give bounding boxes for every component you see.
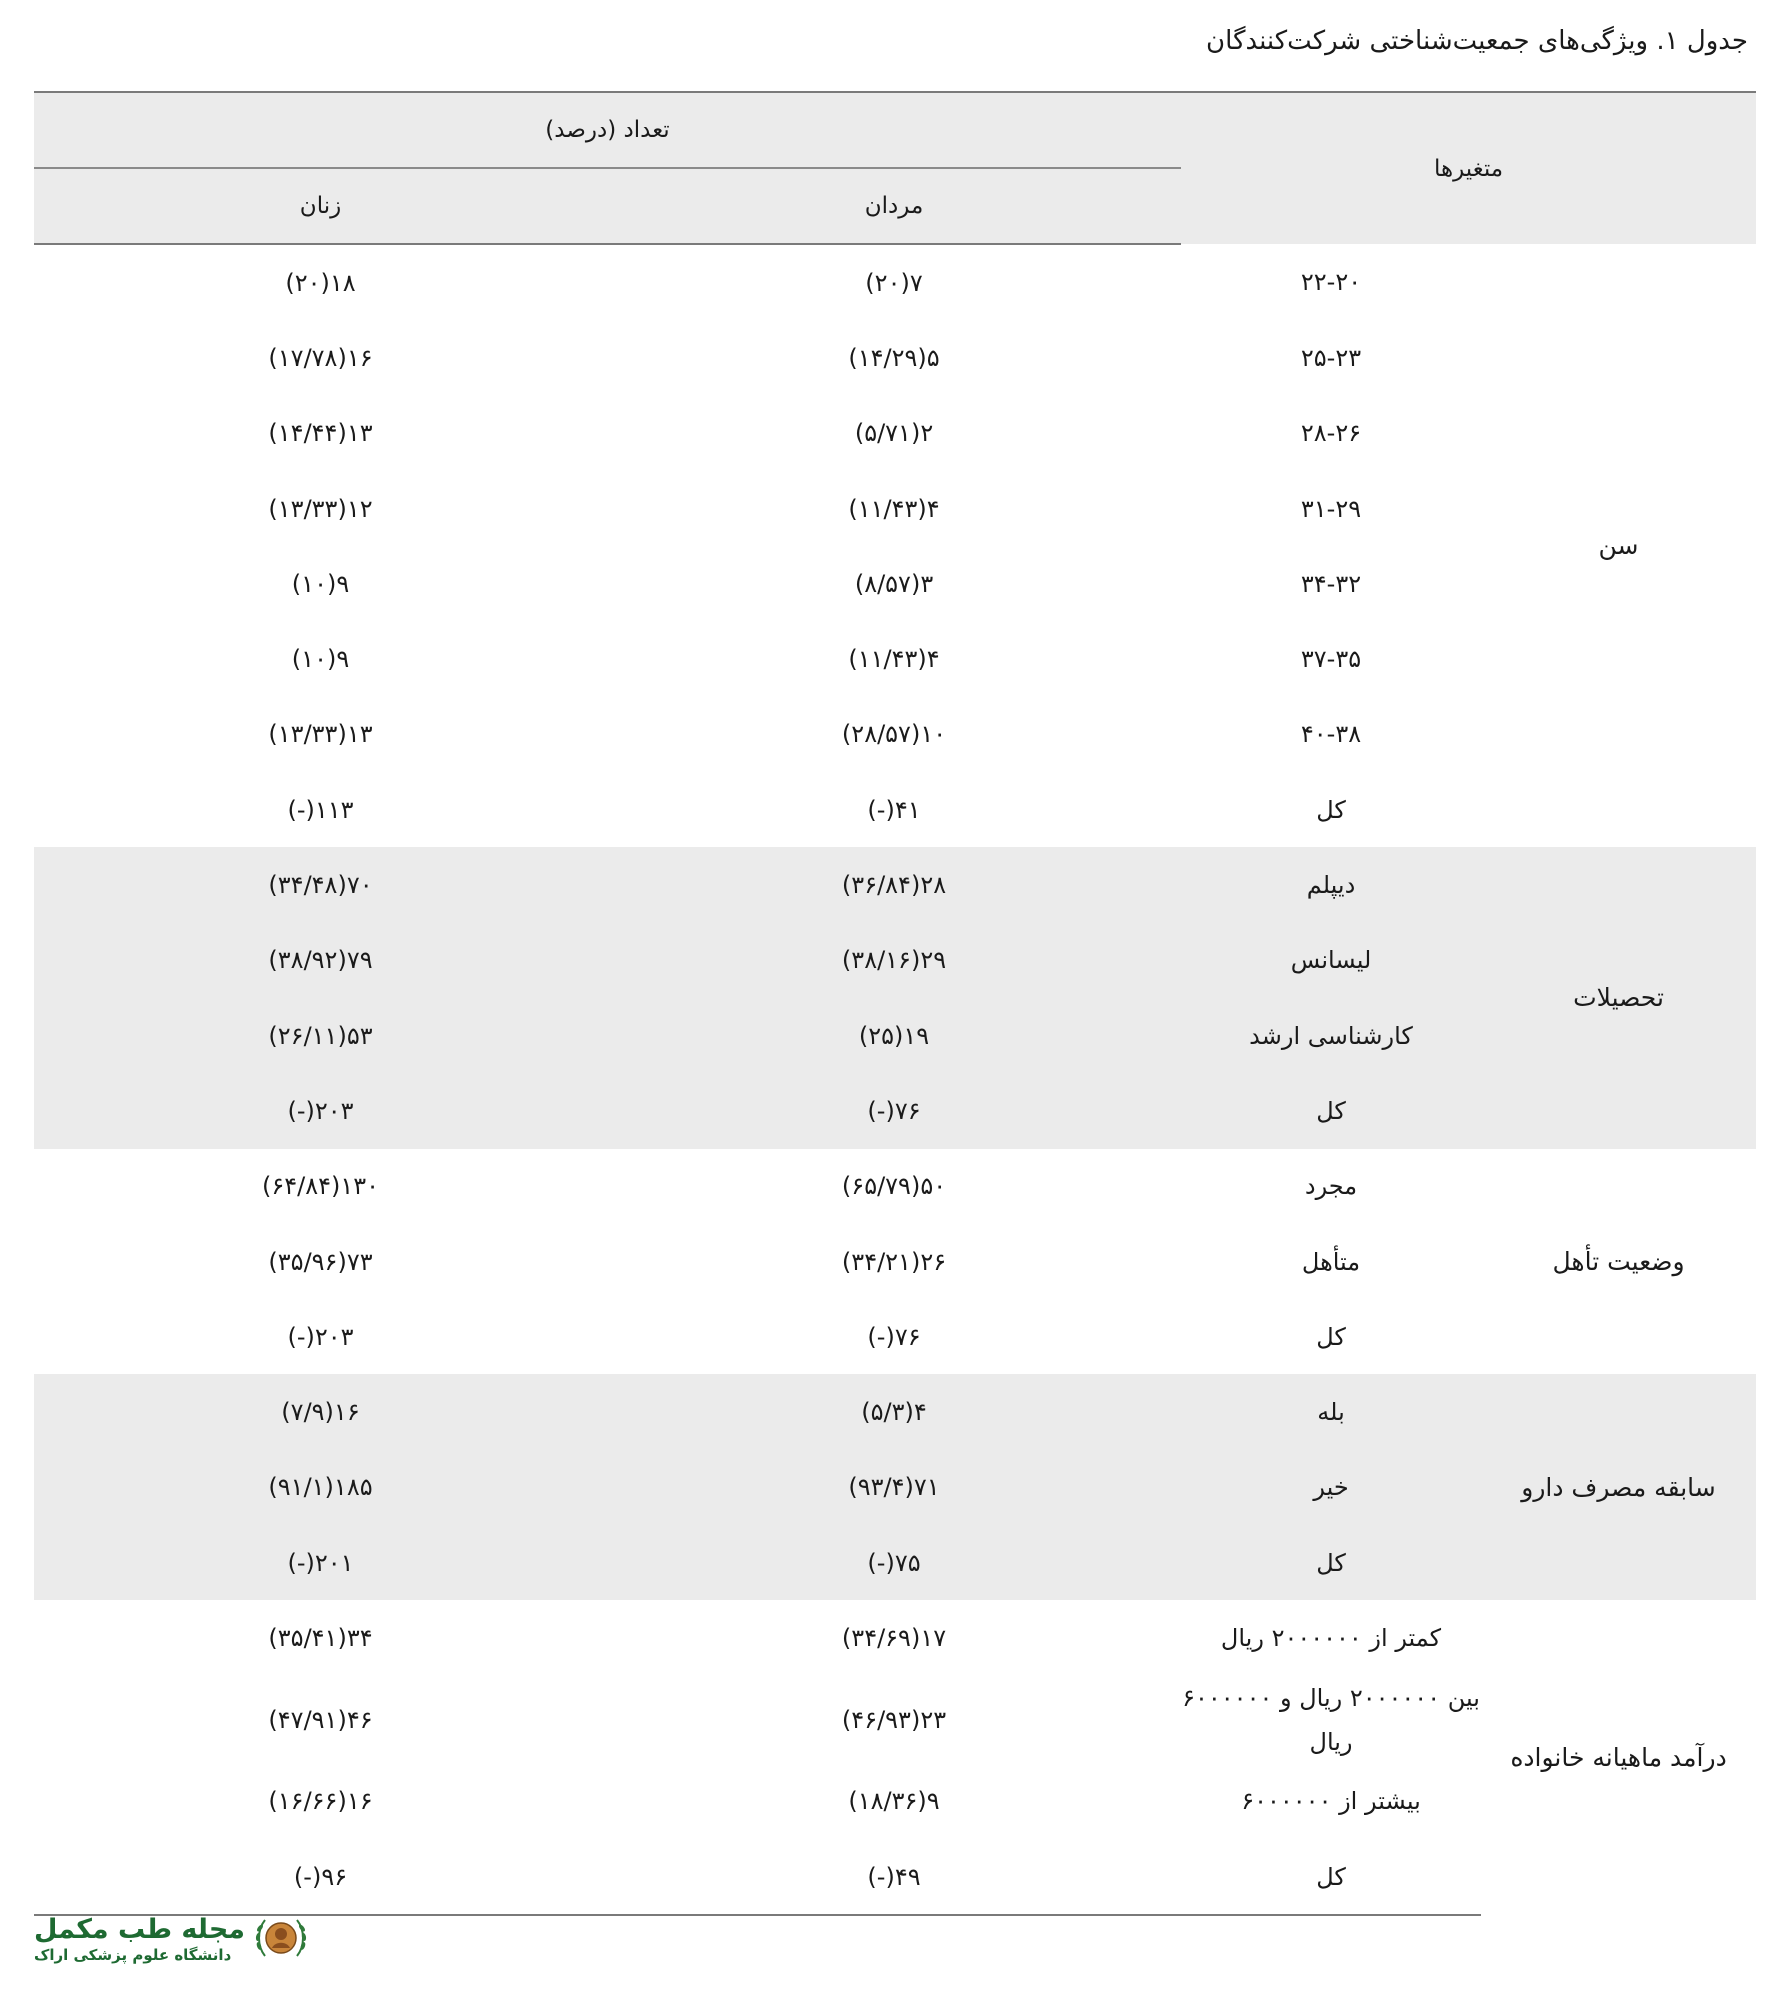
women-cell: ۱۳۰(۶۴/۸۴) xyxy=(261,1172,380,1201)
men-cell: ۲۸(۳۶/۸۴) xyxy=(607,847,1181,922)
men-cell: ۴(۱۱/۴۳) xyxy=(848,494,940,523)
table-caption: جدول ۱. ویژگی‌های جمعیت‌شناختی شرکت‌کنندگان xyxy=(1206,26,1748,56)
men-cell: ۷۵(-) xyxy=(607,1525,1181,1600)
men-cell: ۱۷(۳۴/۶۹) xyxy=(841,1623,947,1652)
journal-logo-text xyxy=(34,1915,245,1965)
women-cell: ۵۳(۲۶/۱۱) xyxy=(34,998,607,1073)
women-cell: ۱۳(۱۴/۴۴) xyxy=(268,419,373,448)
laurel-emblem-icon xyxy=(251,1908,311,1972)
women-cell: ۳۴(۳۵/۴۱) xyxy=(268,1623,373,1652)
men-cell: ۲(۵/۷۱) xyxy=(854,419,934,448)
table-row xyxy=(34,1600,1756,1675)
group-education xyxy=(34,847,1756,1148)
level-cell: متأهل xyxy=(1301,1247,1361,1276)
men-cell: ۱۰(۲۸/۵۷) xyxy=(841,720,947,749)
level-cell: کمتر از ۲۰۰۰۰۰۰ ریال xyxy=(1220,1623,1442,1652)
journal-name: مجله طب مکمل xyxy=(34,1914,246,1945)
men-cell: ۷۱(۹۳/۴) xyxy=(607,1450,1181,1525)
women-cell: ۱۳(۱۳/۳۳) xyxy=(268,720,373,749)
level-cell: ۲۸-۲۶ xyxy=(1300,419,1362,448)
group-monthly-income xyxy=(34,1600,1756,1915)
level-cell: کل xyxy=(1316,1322,1346,1351)
level-cell: کل xyxy=(1181,1839,1481,1915)
group-label: سن xyxy=(1598,531,1639,561)
level-cell: ۲۲-۲۰ xyxy=(1300,268,1362,297)
men-cell: ۷۶(-) xyxy=(867,1322,921,1351)
women-cell: ۱۱۳(-) xyxy=(287,795,354,824)
men-cell: ۲۶(۳۴/۲۱) xyxy=(841,1247,947,1276)
women-cell: ۷۹(۳۸/۹۲) xyxy=(34,923,607,998)
men-cell: ۱۹(۲۵) xyxy=(607,998,1181,1073)
group-drug-history xyxy=(34,1374,1756,1600)
women-cell: ۱۲(۱۳/۳۳) xyxy=(268,494,373,523)
men-cell: ۲۳(۴۶/۹۳) xyxy=(841,1705,947,1734)
group-age xyxy=(34,244,1756,847)
women-cell: ۹۶(-) xyxy=(34,1839,607,1915)
table-row xyxy=(34,847,1756,922)
level-cell: کل xyxy=(1181,1073,1481,1148)
table-row xyxy=(34,244,1756,320)
men-cell: ۵(۱۴/۲۹) xyxy=(848,343,940,372)
journal-logo xyxy=(34,1908,311,1972)
count-percent-header: تعداد (درصد) xyxy=(34,92,1181,168)
level-cell: کل xyxy=(1316,795,1346,824)
men-header: مردان xyxy=(607,168,1181,244)
women-cell: ۱۸(۲۰) xyxy=(285,268,356,297)
men-cell: ۴۱(-) xyxy=(867,795,921,824)
group-label: وضعیت تأهل xyxy=(1552,1247,1685,1276)
women-cell: ۷۰(۳۴/۴۸) xyxy=(34,847,607,922)
women-cell: ۲۰۳(-) xyxy=(287,1322,354,1351)
level-cell: ۴۰-۳۸ xyxy=(1300,720,1362,749)
level-cell: لیسانس xyxy=(1181,923,1481,998)
men-cell: ۴(۱۱/۴۳) xyxy=(848,645,940,674)
group-marital-status xyxy=(34,1149,1756,1375)
men-cell: ۷(۲۰) xyxy=(865,268,923,297)
university-name: دانشگاه علوم پزشکی اراک xyxy=(34,1946,232,1964)
level-cell: بیشتر از ۶۰۰۰۰۰۰ xyxy=(1241,1787,1421,1816)
group-label: سابقه مصرف دارو xyxy=(1481,1374,1756,1600)
women-cell: ۹(۱۰) xyxy=(291,569,350,598)
level-cell: خیر xyxy=(1181,1450,1481,1525)
level-cell: دیپلم xyxy=(1181,847,1481,922)
level-cell: کارشناسی ارشد xyxy=(1181,998,1481,1073)
level-cell: ۳۴-۳۲ xyxy=(1300,569,1362,598)
level-cell: ۲۵-۲۳ xyxy=(1300,343,1362,372)
men-cell: ۴۹(-) xyxy=(607,1839,1181,1915)
women-header: زنان xyxy=(34,168,607,244)
level-cell: بین ۲۰۰۰۰۰۰ ریال و ۶۰۰۰۰۰۰ ریال xyxy=(1182,1683,1480,1756)
women-cell: ۷۳(۳۵/۹۶) xyxy=(268,1247,373,1276)
women-cell: ۲۰۳(-) xyxy=(34,1073,607,1148)
level-cell: ۳۷-۳۵ xyxy=(1300,645,1362,674)
men-cell: ۲۹(۳۸/۱۶) xyxy=(607,923,1181,998)
men-cell: ۹(۱۸/۳۶) xyxy=(848,1787,940,1816)
women-cell: ۱۸۵(۹۱/۱) xyxy=(34,1450,607,1525)
table-row xyxy=(34,1374,1756,1449)
men-cell: ۷۶(-) xyxy=(607,1073,1181,1148)
variables-header: متغیرها xyxy=(1181,92,1756,244)
level-cell: بله xyxy=(1181,1374,1481,1449)
women-cell: ۱۶(۱۶/۶۶) xyxy=(268,1787,373,1816)
demographics-table xyxy=(34,91,1756,1916)
men-cell: ۵۰(۶۵/۷۹) xyxy=(841,1172,947,1201)
level-cell: کل xyxy=(1181,1525,1481,1600)
men-cell: ۳(۸/۵۷) xyxy=(854,569,934,598)
women-cell: ۹(۱۰) xyxy=(291,645,350,674)
women-cell: ۱۶(۷/۹) xyxy=(34,1374,607,1449)
level-cell: مجرد xyxy=(1304,1172,1358,1201)
level-cell: ۳۱-۲۹ xyxy=(1300,494,1362,523)
women-cell: ۱۶(۱۷/۷۸) xyxy=(268,343,373,372)
group-label: تحصیلات xyxy=(1481,847,1756,1148)
table-row xyxy=(34,1149,1756,1224)
group-label: درآمد ماهیانه خانواده xyxy=(1510,1743,1727,1773)
women-cell: ۴۶(۴۷/۹۱) xyxy=(268,1705,373,1734)
men-cell: ۴(۵/۳) xyxy=(607,1374,1181,1449)
women-cell: ۲۰۱(-) xyxy=(34,1525,607,1600)
